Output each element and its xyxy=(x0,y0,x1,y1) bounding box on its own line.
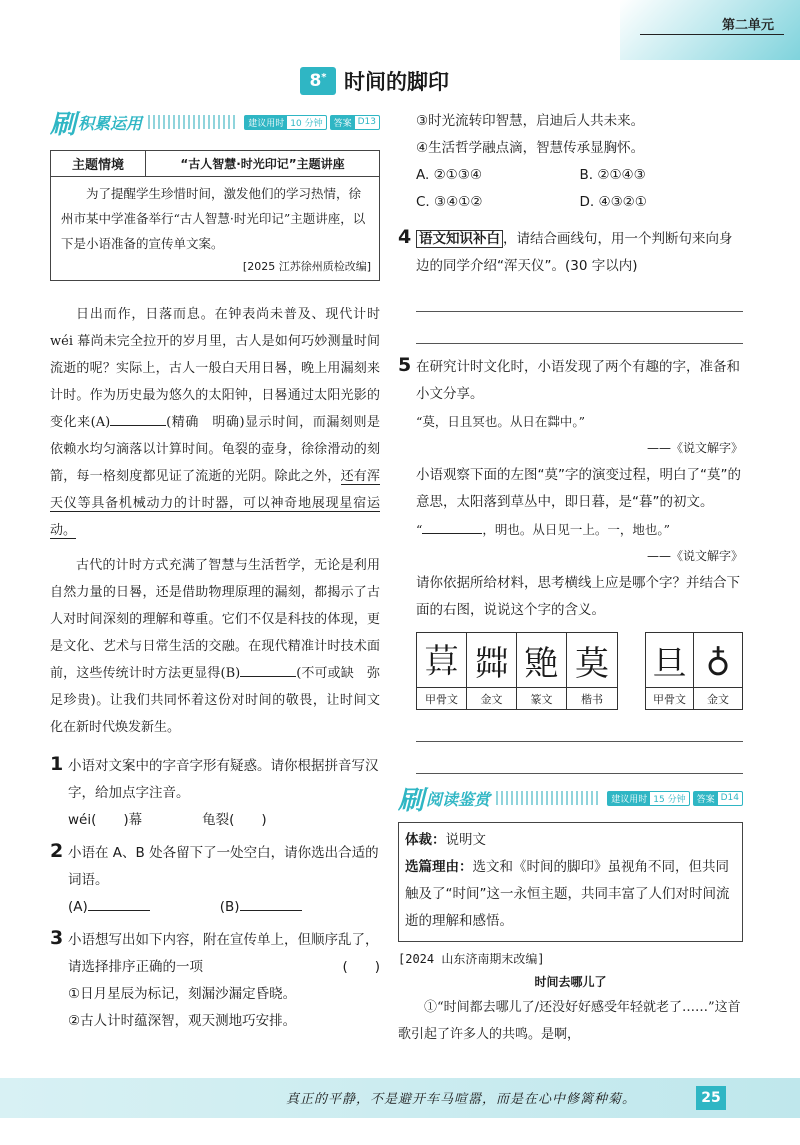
right-column xyxy=(398,108,743,1048)
question-4: 4 语文知识补白 ，请结合画线句，用一个判断句来向身边的同学介绍“浑天仪”。(30 字以内) xyxy=(398,226,733,274)
reading-body: ①“时间都去哪儿了/还没好好感受年轻就老了……”这首歌引起了许多人的共鸣。是啊， xyxy=(398,1000,741,1042)
question-2: 2 小语在 A、B 处各留下了一处空白，请你选出合适的词语。 (A) (B) xyxy=(50,840,380,921)
stripe-decoration xyxy=(148,115,235,129)
theme-source: [2025 江苏徐州质检改编] xyxy=(242,260,371,273)
q2-answer-a[interactable]: (A) xyxy=(68,894,150,921)
q3-item: ②古人计时蕴深智，观天测地巧安排。 xyxy=(68,1013,297,1029)
q4-answer-line[interactable] xyxy=(416,280,743,312)
lesson-name: 时间的脚印 xyxy=(344,70,449,94)
q3-option-a[interactable]: A. ②①③④ xyxy=(416,167,482,183)
reading-source: [2024 山东济南期末改编] xyxy=(398,952,545,966)
knowledge-tag: 语文知识补白 xyxy=(416,230,503,248)
underlined-sentence: 还有浑天仪等具备机械动力的计时器，可以神奇地展现星宿运动。 xyxy=(50,469,380,538)
glyph-table-mo: 𦱤 甲骨文 茻 金文 䒌 篆文 莫 楷书 xyxy=(416,632,618,710)
passage-paragraph-2: 古代的计时方式充满了智慧与生活哲学，无论是利用自然力量的日晷，还是借助物理原理的漏刻，都揭示了古人对时间深刻的理解和尊重。它们不仅是科技的体现，更是文化、艺术与日常生活的交融。在现代精准计时技术面前，这些传统计时方法更显得(B) (不可或缺 弥足珍贵)。让我们共同怀着这份对时间的敬畏，让时间文化在新时代焕发新生。 xyxy=(50,558,380,735)
unit-label: 第二单元 xyxy=(721,18,774,33)
blank-a[interactable] xyxy=(110,412,166,426)
section-bar-accumulation xyxy=(50,108,380,140)
answer-chip: 答案 D14 xyxy=(693,791,743,806)
reason-text: 选文和《时间的脚印》虽视角不同，但共同触及了“时间”这一永恒主题，共同丰富了人们对时间流逝的理解和感悟。 xyxy=(405,859,730,929)
glyph-table-dan: 旦 甲骨文 ♁ 金文 xyxy=(645,632,743,710)
time-chip: 建议用时 10 分钟 xyxy=(244,115,326,130)
q4-answer-line[interactable] xyxy=(416,312,743,344)
left-column xyxy=(50,108,380,1035)
page-number: 25 xyxy=(696,1086,726,1110)
genre-label: 体裁： xyxy=(405,832,446,848)
stripe-decoration xyxy=(496,791,598,805)
q5-blank[interactable] xyxy=(422,520,482,534)
q1-answer-b[interactable]: 龟裂( ) xyxy=(202,812,267,828)
section-title: 积累运用 xyxy=(78,113,143,133)
time-chip: 建议用时 15 分钟 xyxy=(607,791,689,806)
page-footer xyxy=(0,1078,800,1118)
header-rule xyxy=(640,34,784,35)
theme-tag: 主题情境 xyxy=(51,151,146,176)
q3-item: ③时光流转印智慧，启迪后人共未来。 xyxy=(416,113,645,129)
theme-subtitle: “古人智慧·时光印记”主题讲座 xyxy=(180,157,345,171)
question-5: 5 在研究计时文化时，小语发现了两个有趣的字，准备和小文分享。 “莫，日且冥也。从日在茻中。” ——《说文解字》 小语观察下面的左图“莫”字的演变过程，明白了“莫”的意思，太阳落到草丛中，即日暮，是“暮”的初文。 “ ，明也。从日见一上。一，地也。” ——《说文解字》 请你依据所给材料，思考横线上应是哪个字？并结合下面的右图，说说这个字的含义。 xyxy=(398,354,743,618)
page-header xyxy=(0,0,800,62)
brush-logo: 刷 xyxy=(398,785,425,816)
q5-answer-line[interactable] xyxy=(416,710,743,742)
q3-item: ①日月星辰为标记，刻漏沙漏定昏晓。 xyxy=(68,986,297,1002)
q3-answer-paren[interactable]: ( ) xyxy=(342,959,380,975)
question-3: 3 小语想写出如下内容，附在宣传单上，但顺序乱了，请选择排序正确的一项 ( ) ①日月星辰为标记，刻漏沙漏定昏晓。 ②古人计时蕴深智，观天测地巧安排。 xyxy=(50,927,380,1035)
theme-text: 为了提醒学生珍惜时间，激发他们的学习热情，徐州市某中学准备举行“古人智慧·时光印记”主题讲座，以下是小语准备的宣传单文案。 xyxy=(61,186,366,251)
answer-chip: 答案 D13 xyxy=(330,115,380,130)
q3-option-d[interactable]: D. ④③②① xyxy=(579,194,647,210)
reading-info-box xyxy=(398,822,743,942)
q2-answer-b[interactable]: (B) xyxy=(220,894,302,921)
q3-option-c[interactable]: C. ③④①② xyxy=(416,194,483,210)
lesson-title xyxy=(300,66,449,96)
q5-answer-line[interactable] xyxy=(416,742,743,774)
q1-answer-a[interactable]: wéi( )幕 xyxy=(68,812,143,828)
section-title: 阅读鉴赏 xyxy=(426,789,491,809)
question-3-continued xyxy=(398,108,743,216)
q3-option-b[interactable]: B. ②①④③ xyxy=(579,167,646,183)
theme-box xyxy=(50,150,380,281)
genre-value: 说明文 xyxy=(445,832,486,848)
reading-title: 时间去哪儿了 xyxy=(534,975,607,989)
section-bar-reading xyxy=(398,784,743,816)
reason-label: 选篇理由： xyxy=(405,859,473,875)
glyph-tables xyxy=(416,632,743,710)
passage-paragraph-1: 日出而作，日落而息。在钟表尚未普及、现代计时 wéi 幕尚未完全拉开的岁月里，古人是如何巧妙测量时间流逝的呢？实际上，古人一般白天用日晷，晚上用漏刻来计时。作为历史最为悠久的太阳钟，日晷通过太阳光影的变化来(A) (精确 明确)显示时间，而漏刻则是依赖水均匀滴落以计算时间。龟裂的壶身，徐徐滑动的刻箭，每一格刻度都见证了流逝的光阴。除此之外，还有浑天仪等具备机械动力的计时器，可以神奇地展现星宿运动。 xyxy=(50,307,380,538)
q3-item: ④生活哲学融点滴，智慧传承显胸怀。 xyxy=(416,140,645,156)
lesson-number-badge: 8 * xyxy=(300,67,336,95)
blank-b[interactable] xyxy=(240,663,296,677)
footer-motto: 真正的平静，不是避开车马喧嚣，而是在心中修篱种菊。 xyxy=(286,1092,637,1107)
question-1: 1 小语对文案中的字音字形有疑惑。请你根据拼音写汉字，给加点字注音。 wéi( )幕 龟裂( ) xyxy=(50,753,380,834)
brush-logo: 刷 xyxy=(50,109,77,140)
